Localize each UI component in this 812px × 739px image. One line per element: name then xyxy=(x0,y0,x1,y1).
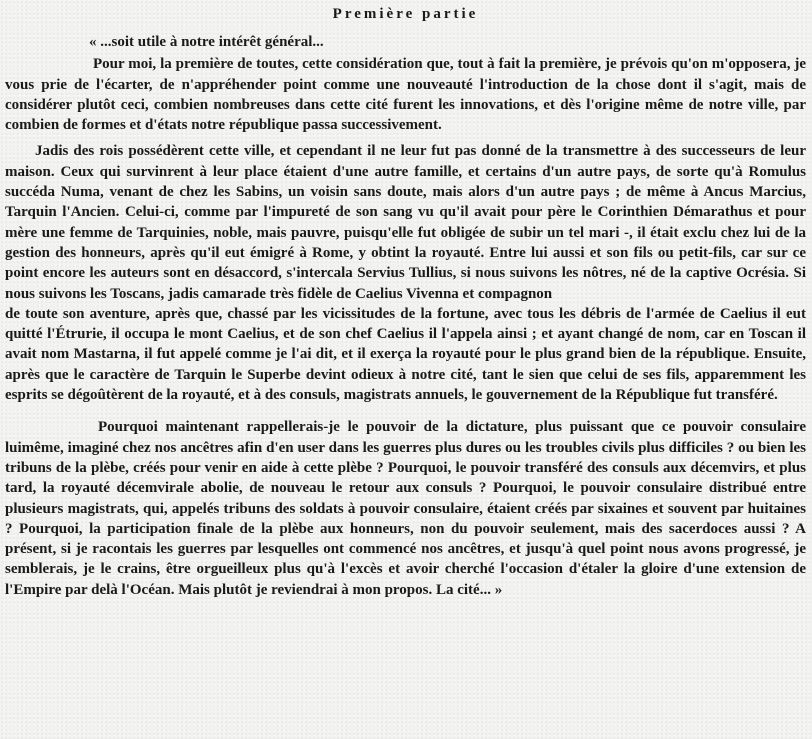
paragraph-2: Jadis des rois possédèrent cette ville, et cependant il ne leur fut pas donné de la transmettre à des successeurs de leur maison. Ceux qui survinrent à leur place étaient d'une autre famille, et certains d'un autre pays, de sorte qu'à Romulus succéda Numa, venant de chez les Sabins, un voisin sans doute, mais alors d'un autre pays ; de même à Ancus Marcius, Tarquin l'Ancien. Celui-ci, comme par l'impureté de son sang vu qu'il avait pour père le Corinthien Démarathus et pour mère une femme de Tarquinies, noble, mais pauvre, puisqu'elle fut obligée de subir un tel mari -, il était exclu chez lui de la gestion des honneurs, après qu'il eut émigré à Rome, y obtint la royauté. Entre lui aussi et son fils ou petit-fils, car sur ce point encore les auteurs sont en désaccord, s'intercala Servius Tullius, si nous suivons les nôtres, né de la captive Ocrésia. Si nous suivons les Toscans, jadis camarade très fidèle de Caelius Vivenna et compagnon xyxy=(5,143,806,302)
opening-line: « ...soit utile à notre intérêt général... xyxy=(89,34,324,50)
paragraph-1: Pour moi, la première de toutes, cette considération que, tout à fait la première, je prévois qu'on m'opposera, je vous prie de l'écarter, de n'appréhender point comme une nouveauté l'introduction de la chose dont il s'agit, mais de considérer plutôt ceci, combien nombreuses dans cette cité furent les innovations, et dès l'origine même de notre ville, par combien de formes et d'états notre république passa successivement. xyxy=(5,56,806,134)
section-heading: Première partie xyxy=(332,6,479,22)
paragraph-3: de toute son aventure, après que, chassé par les vicissitudes de la fortune, avec tous les débris de l'armée de Caelius il eut quitté l'Étrurie, il occupa le mont Caelius, et de son chef Caelius il l'appela ainsi ; et ayant changé de nom, car en Toscan il avait nom Mastarna, il fut appelé comme je l'ai dit, et il exerça la royauté pour le plus grand bien de la république. Ensuite, après que le caractère de Tarquin le Superbe devint odieux à notre cité, tant le sien que celui de ses fils, apparemment les esprits se dégoûtèrent de la royauté, et à des consuls, magistrats annuels, le gouvernement de la République fut transféré. xyxy=(5,305,806,404)
paragraph-4: Pourquoi maintenant rappellerais-je le pouvoir de la dictature, plus puissant que ce pouvoir consulaire luimême, imaginé chez nos ancêtres afin d'en user dans les guerres plus dures ou les troubles civils plus difficiles ? ou bien les tribuns de la plèbe, créés pour venir en aide à cette plèbe ? Pourquoi, le pouvoir transféré des consuls aux décemvirs, et plus tard, la royauté décemvirale abolie, de nouveau le retour aux consuls ? Pourquoi, le pouvoir consulaire distribué entre plusieurs magistrats, qui, appelés tribuns des soldats à pouvoir consulaire, étaient créés par sixaines et souvent par huitaines ? Pourquoi, la participation finale de la plèbe aux honneurs, non du pouvoir seulement, mais des sacerdoces aussi ? A présent, si je racontais les guerres par lesquelles ont commencé nos ancêtres, et jusqu'à quel point nous avons progressé, je semblerais, je le crains, être orgueilleux plus qu'à l'excès et avoir cherché l'occasion d'étaler la gloire d'une extension de l'Empire par delà l'Océan. Mais plutôt je reviendrai à mon propos. La cité... » xyxy=(5,419,806,598)
